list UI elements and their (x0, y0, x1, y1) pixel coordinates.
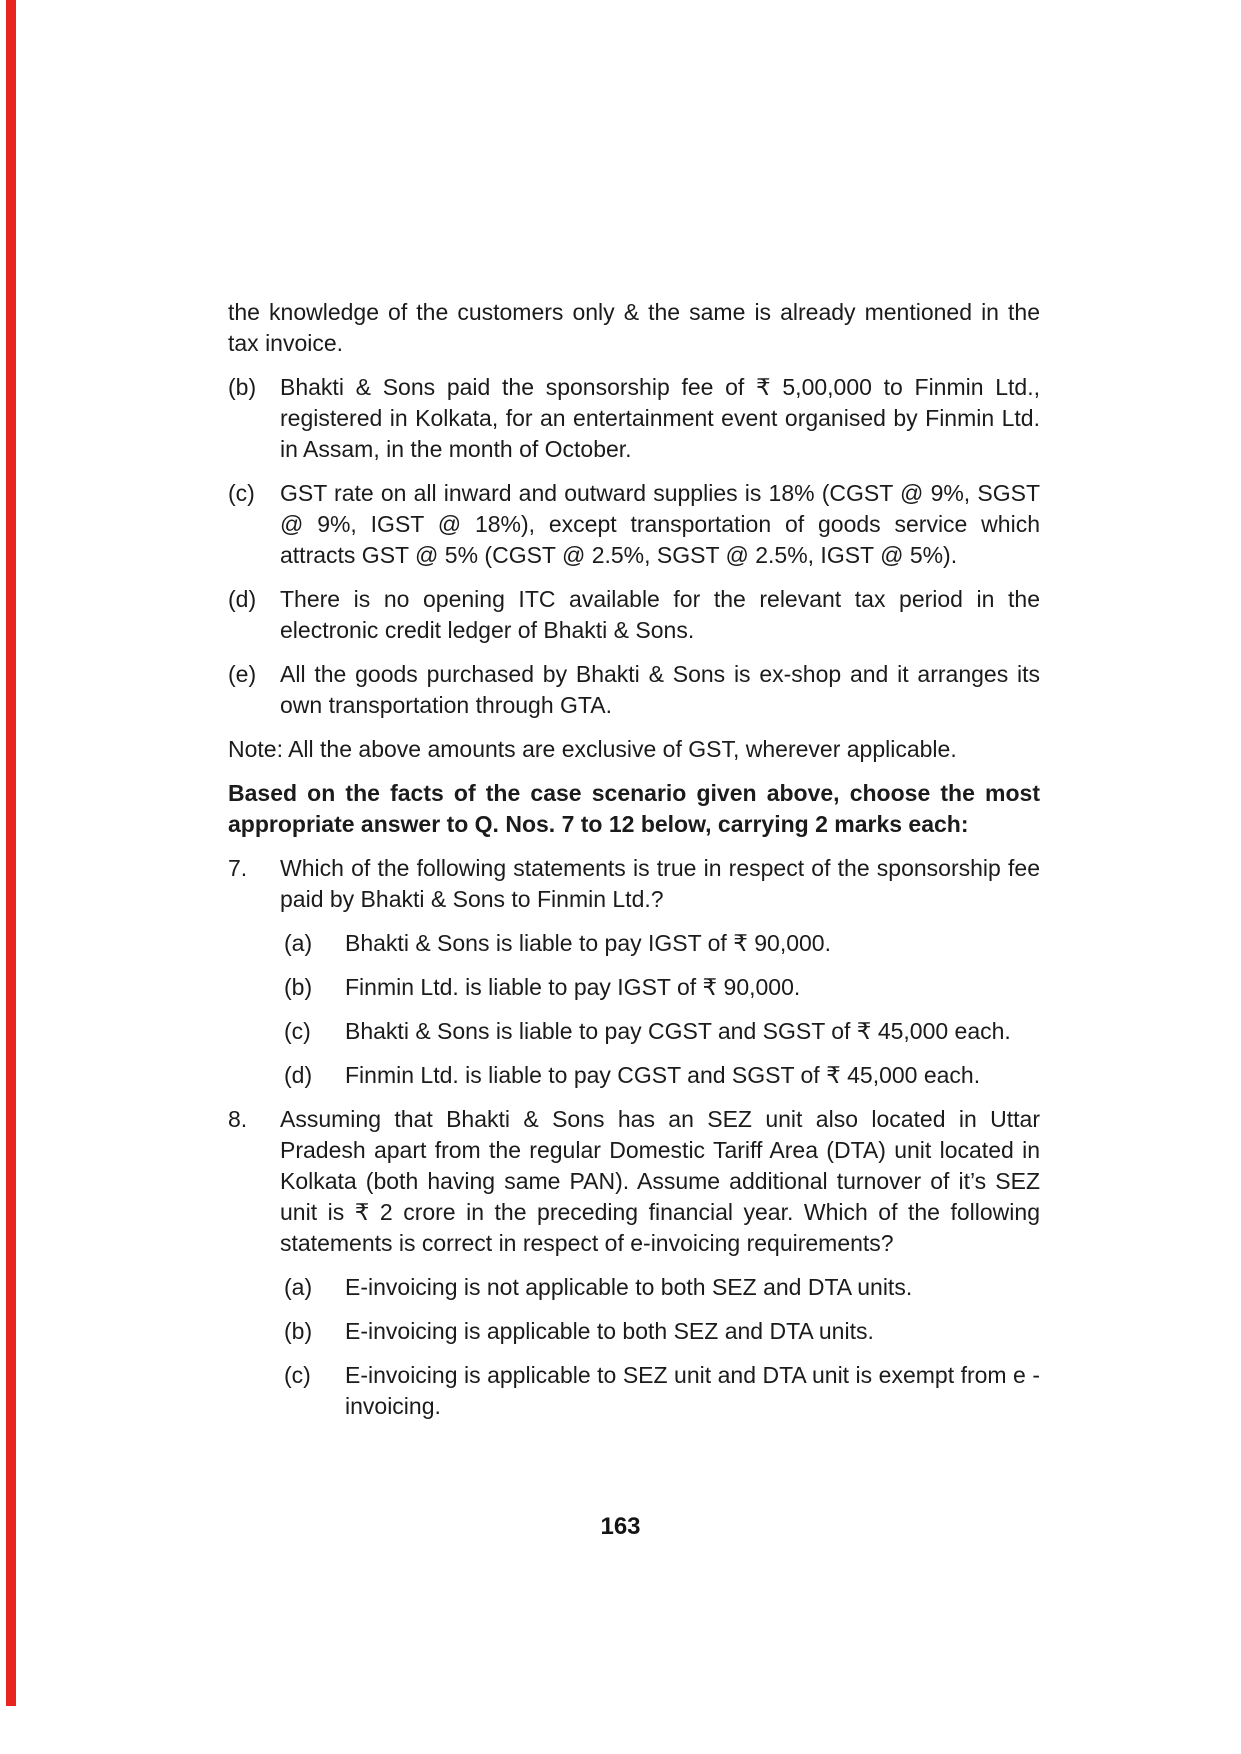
fact-item-c (228, 478, 1040, 571)
question-7-text: Which of the following statements is true in respect of the sponsorship fee paid by Bhakti & Sons to Finmin Ltd.? (280, 855, 1040, 912)
intro-continuation-paragraph (228, 297, 1040, 359)
question-7-option-b (284, 972, 1040, 1003)
question-7-number: 7. (228, 855, 248, 881)
question-7-option-a (284, 928, 1040, 959)
fact-text-d: There is no opening ITC available for the relevant tax period in the electronic credit ledger of Bhakti & Sons. (280, 586, 1040, 643)
fact-label-d: (d) (228, 586, 257, 612)
question-8-number: 8. (228, 1106, 248, 1132)
question-7-option-c-label: (c) (284, 1018, 311, 1044)
question-8 (228, 1104, 1040, 1422)
fact-item-e (228, 659, 1040, 721)
question-8-option-c-text: E-invoicing is applicable to SEZ unit and DTA unit is exempt from e -invoicing. (345, 1362, 1040, 1419)
fact-label-e: (e) (228, 661, 257, 687)
page-number: 163 (600, 1513, 641, 1540)
fact-label-b: (b) (228, 374, 257, 400)
document-body (228, 297, 1040, 1435)
question-7-options (284, 928, 1040, 1091)
question-8-option-c (284, 1360, 1040, 1422)
question-8-text: Assuming that Bhakti & Sons has an SEZ unit also located in Uttar Pradesh apart from the regular Domestic Tariff Area (DTA) unit located in Kolkata (both having same PAN). Assume additional turnover of it’s SEZ unit is ₹ 2 crore in the preceding financial year. Which of the following statements is correct in respect of e-invoicing requirements? (280, 1106, 1040, 1256)
question-7-option-c-text: Bhakti & Sons is liable to pay CGST and SGST of ₹ 45,000 each. (345, 1018, 1011, 1044)
question-8-option-c-label: (c) (284, 1362, 311, 1388)
fact-text-c: GST rate on all inward and outward supplies is 18% (CGST @ 9%, SGST @ 9%, IGST @ 18%), except transportation of goods service which attracts GST @ 5% (CGST @ 2.5%, SGST @ 2.5%, IGST @ 5%). (280, 480, 1040, 568)
question-8-option-b-text: E-invoicing is applicable to both SEZ and DTA units. (345, 1318, 874, 1344)
note-text: Note: All the above amounts are exclusive of GST, wherever applicable. (228, 736, 957, 762)
question-7-option-b-text: Finmin Ltd. is liable to pay IGST of ₹ 90,000. (345, 974, 801, 1000)
question-7 (228, 853, 1040, 1091)
question-8-options (284, 1272, 1040, 1422)
question-8-option-b (284, 1316, 1040, 1347)
question-7-option-d-label: (d) (284, 1062, 313, 1088)
fact-text-e: All the goods purchased by Bhakti & Sons is ex-shop and it arranges its own transportation through GTA. (280, 661, 1040, 718)
fact-label-c: (c) (228, 480, 255, 506)
question-7-option-d (284, 1060, 1040, 1091)
instruction-heading: Based on the facts of the case scenario given above, choose the most appropriate answer to Q. Nos. 7 to 12 below, carrying 2 marks each: (228, 780, 1040, 837)
question-7-option-b-label: (b) (284, 974, 313, 1000)
question-8-option-a-text: E-invoicing is not applicable to both SEZ and DTA units. (345, 1274, 913, 1300)
question-7-option-a-label: (a) (284, 930, 313, 956)
question-8-option-a-label: (a) (284, 1274, 313, 1300)
question-7-option-d-text: Finmin Ltd. is liable to pay CGST and SGST of ₹ 45,000 each. (345, 1062, 981, 1088)
fact-item-b (228, 372, 1040, 465)
fact-text-b: Bhakti & Sons paid the sponsorship fee of ₹ 5,00,000 to Finmin Ltd., registered in Kolkata, for an entertainment event organised by Finmin Ltd. in Assam, in the month of October. (280, 374, 1040, 462)
question-7-option-a-text: Bhakti & Sons is liable to pay IGST of ₹ 90,000. (345, 930, 831, 956)
question-7-option-c (284, 1016, 1040, 1047)
red-scan-margin-line (6, 0, 16, 1706)
note-line (228, 734, 1040, 765)
fact-item-d (228, 584, 1040, 646)
question-8-option-b-label: (b) (284, 1318, 313, 1344)
intro-continuation-text: the knowledge of the customers only & the same is already mentioned in the tax invoice. (228, 299, 1040, 356)
question-8-option-a (284, 1272, 1040, 1303)
